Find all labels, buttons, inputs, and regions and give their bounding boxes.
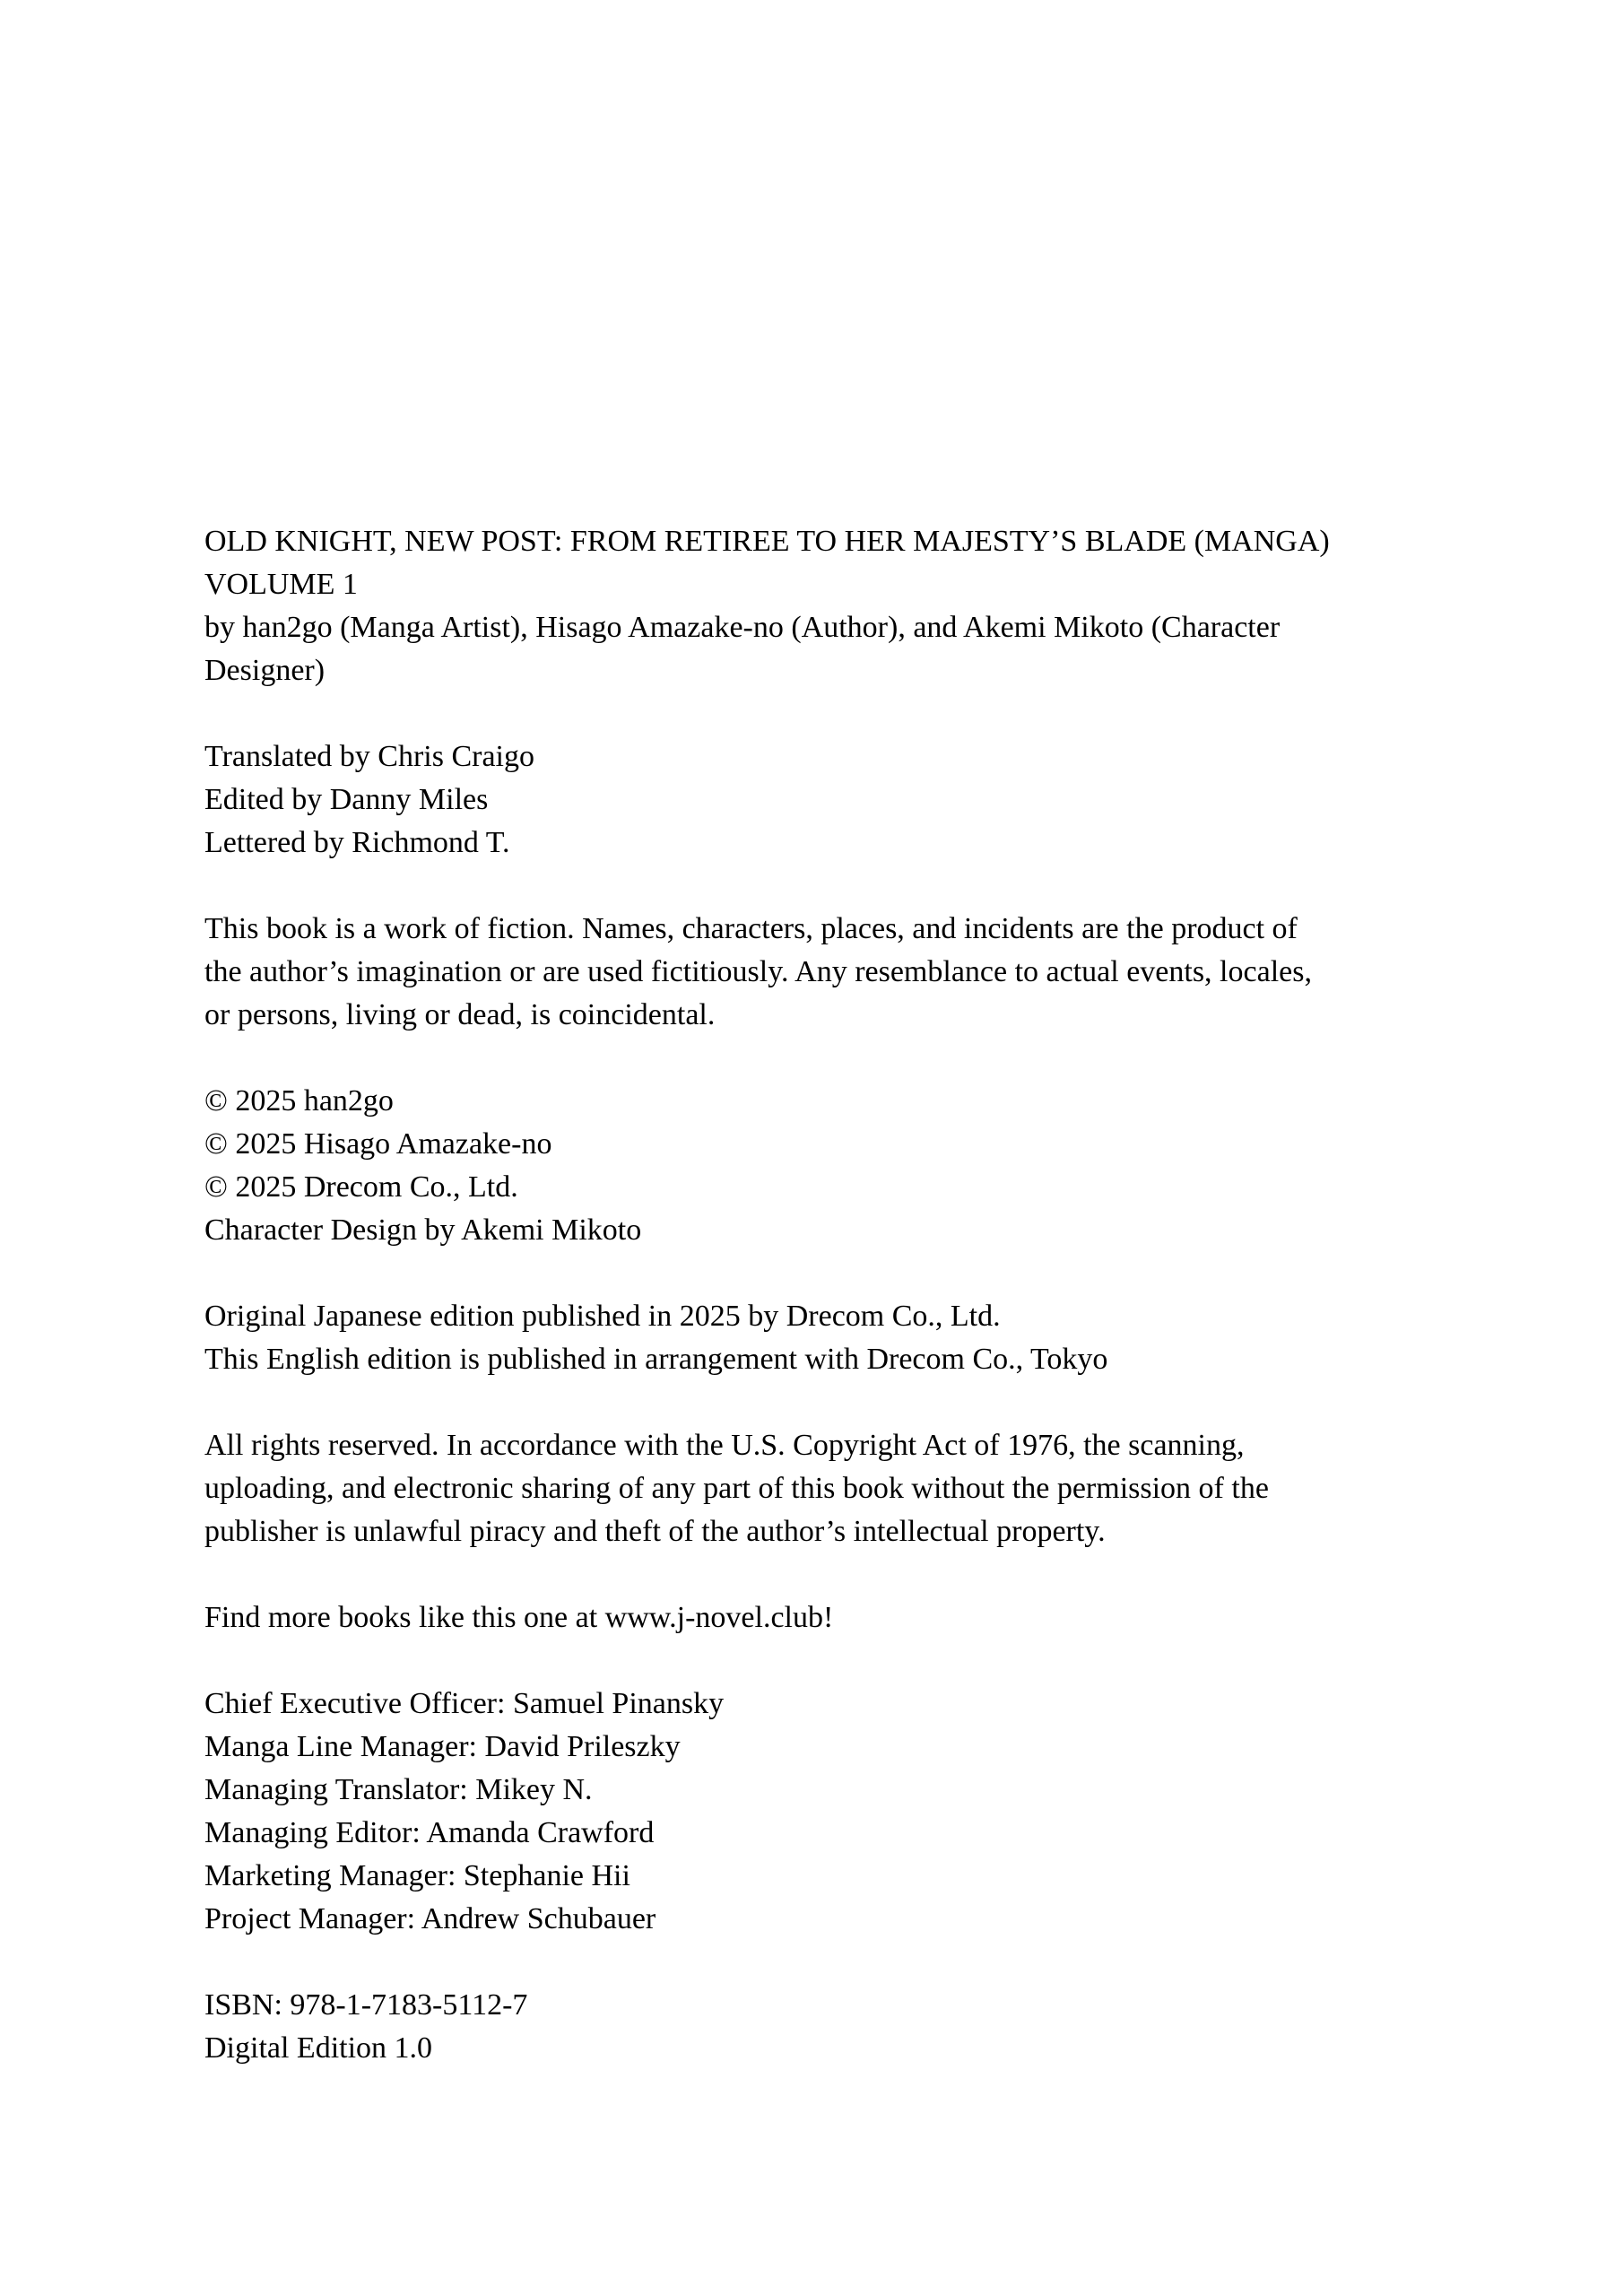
- byline: by han2go (Manga Artist), Hisago Amazake-no (Author), and Akemi Mikoto (Character: [204, 611, 1281, 644]
- manga-line-manager-credit: Manga Line Manager: David Prileszky: [204, 1730, 681, 1763]
- staff-block: [204, 735, 1523, 865]
- copyright-line: © 2025 Hisago Amazake-no: [204, 1127, 552, 1161]
- byline-continued: Designer): [204, 654, 326, 687]
- copyright-line: © 2025 han2go: [204, 1084, 394, 1118]
- isbn-block: [204, 1984, 1523, 2070]
- disclaimer-line: or persons, living or dead, is coincidental.: [204, 998, 716, 1031]
- managing-translator-credit: Managing Translator: Mikey N.: [204, 1773, 593, 1806]
- marketing-manager-credit: Marketing Manager: Stephanie Hii: [204, 1859, 630, 1892]
- digital-edition-line: Digital Edition 1.0: [204, 2031, 433, 2065]
- edition-block: [204, 1295, 1523, 1381]
- book-title-line: OLD KNIGHT, NEW POST: FROM RETIREE TO HER MAJESTY’S BLADE (MANGA): [204, 525, 1330, 558]
- rights-line: publisher is unlawful piracy and theft of the author’s intellectual property.: [204, 1515, 1106, 1548]
- rights-line: All rights reserved. In accordance with the U.S. Copyright Act of 1976, the scanning,: [204, 1429, 1245, 1462]
- colophon-text-block: [204, 520, 1523, 2070]
- rights-line: uploading, and electronic sharing of any part of this book without the permission of the: [204, 1472, 1269, 1505]
- rights-block: [204, 1424, 1523, 1553]
- title-block: [204, 520, 1523, 692]
- disclaimer-line: the author’s imagination or are used fictitiously. Any resemblance to actual events, locales,: [204, 955, 1312, 988]
- project-manager-credit: Project Manager: Andrew Schubauer: [204, 1902, 656, 1935]
- copyright-line: © 2025 Drecom Co., Ltd.: [204, 1170, 518, 1204]
- book-volume-line: VOLUME 1: [204, 568, 358, 601]
- isbn-line: ISBN: 978-1-7183-5112-7: [204, 1988, 528, 2022]
- original-edition-line: Original Japanese edition published in 2025 by Drecom Co., Ltd.: [204, 1300, 1001, 1333]
- disclaimer-line: This book is a work of fiction. Names, characters, places, and incidents are the product of: [204, 912, 1298, 945]
- english-edition-line: This English edition is published in arrangement with Drecom Co., Tokyo: [204, 1343, 1108, 1376]
- character-design-credit: Character Design by Akemi Mikoto: [204, 1213, 642, 1247]
- translator-credit: Translated by Chris Craigo: [204, 740, 535, 773]
- copyright-block: [204, 1080, 1523, 1252]
- ceo-credit: Chief Executive Officer: Samuel Pinansky: [204, 1687, 725, 1720]
- letterer-credit: Lettered by Richmond T.: [204, 826, 510, 859]
- credits-block: [204, 1683, 1523, 1941]
- promo-block: [204, 1596, 1523, 1639]
- editor-credit: Edited by Danny Miles: [204, 783, 489, 816]
- fiction-disclaimer: [204, 908, 1523, 1037]
- managing-editor-credit: Managing Editor: Amanda Crawford: [204, 1816, 655, 1849]
- promo-line: Find more books like this one at www.j-novel.club!: [204, 1601, 834, 1634]
